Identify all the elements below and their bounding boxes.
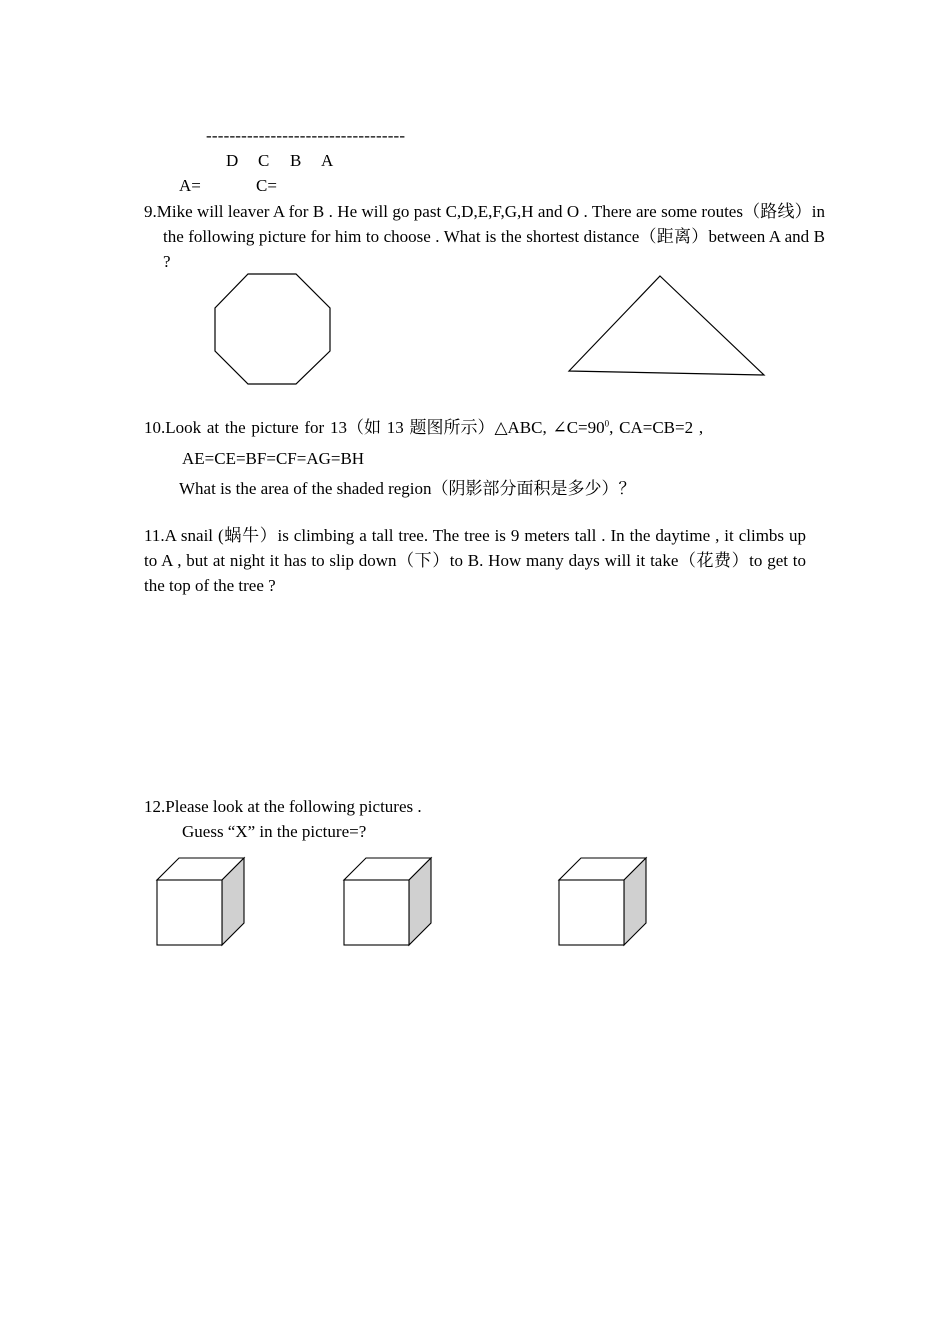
question-10-line1-rest: , CA=CB=2 , [609, 418, 704, 437]
cube-3 [559, 858, 646, 945]
letter-c: C [258, 151, 270, 170]
question-12-line2: Guess “X” in the picture=? [182, 822, 367, 841]
question-9-text: 9.Mike will leaver A for B . He will go past C,D,E,F,G,H and O . There are some routes（路线）in the following picture for him to choose . What is the shortest distance（距离）between A and B ? [144, 202, 825, 271]
letter-b: B [290, 151, 302, 170]
answer-c-label: C= [256, 176, 277, 195]
octagon-shape [215, 274, 330, 384]
octagon-figure [0, 270, 950, 390]
dash-line: ---------------------------------- [206, 126, 406, 145]
cube-2 [344, 858, 431, 945]
question-10-line1 [144, 413, 703, 438]
question-10-line3: What is the area of the shaded region（阴影部分面积是多少）？ [179, 479, 636, 498]
question-10-line1-main: 10.Look at the picture for 13（如 13 题图所示）△ABC, ∠C=90 [144, 418, 605, 437]
degree-mark: 0 [604, 418, 610, 429]
letter-a: A [321, 151, 334, 170]
question-10-line2: AE=CE=BF=CF=AG=BH [182, 449, 365, 468]
question-12-line1: 12.Please look at the following pictures . [144, 797, 422, 816]
cube-1 [157, 858, 244, 945]
question-11-text: 11.A snail (蜗牛）is climbing a tall tree. The tree is 9 meters tall . In the daytime , it climbs up to A , but at night it has to slip down（下）to B. How many days will it take（花费）to get to the top of the tree ? [144, 526, 806, 595]
cubes-figure [0, 855, 950, 955]
answer-a-label: A= [179, 176, 201, 195]
triangle-shape [569, 276, 764, 375]
letter-d: D [226, 151, 239, 170]
